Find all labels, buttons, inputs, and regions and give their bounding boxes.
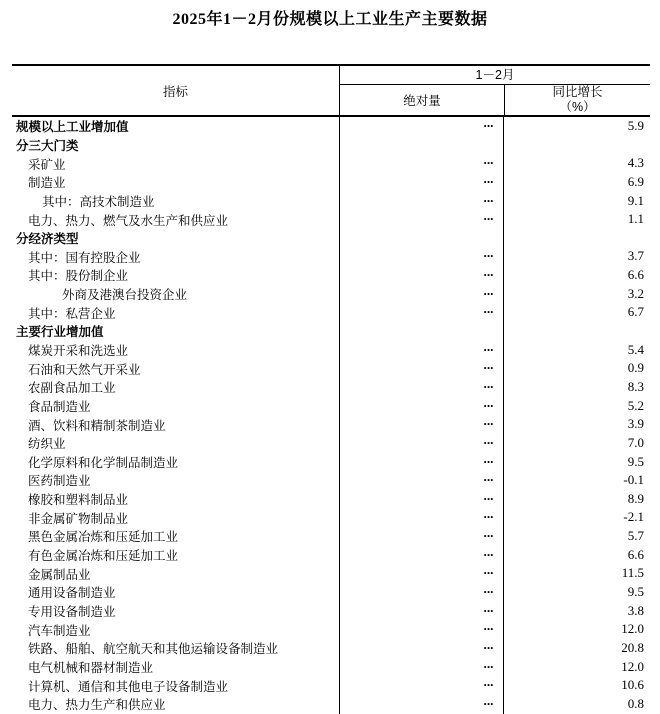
table-row	[12, 471, 650, 490]
row-yoy-value	[503, 136, 650, 155]
row-absolute-value: ···	[339, 453, 503, 472]
row-absolute-value: ···	[339, 154, 503, 173]
row-indicator-label: 煤炭开采和洗选业	[28, 344, 129, 358]
row-yoy-value: 5.7	[503, 527, 650, 546]
row-yoy-value: 0.9	[503, 359, 650, 378]
row-indicator-label: 有色金属冶炼和压延加工业	[28, 549, 179, 564]
row-indicator-label: 铁路、船舶、航空航天和其他运输设备制造业	[28, 642, 279, 657]
row-yoy-value: 3.8	[503, 602, 650, 621]
row-indicator-label: 电气机械和器材制造业	[28, 660, 154, 675]
row-yoy-value: 6.6	[503, 266, 650, 285]
row-indicator-label: 外商及港澳台投资企业	[62, 288, 188, 303]
row-absolute-value: ···	[339, 285, 503, 304]
header-subrow	[340, 85, 650, 115]
industrial-data-table	[12, 64, 650, 714]
row-absolute-value: ···	[339, 695, 503, 714]
row-absolute-value: ···	[339, 266, 503, 285]
row-yoy-value: 12.0	[503, 658, 650, 677]
row-yoy-value: 4.3	[503, 154, 650, 173]
table-row	[12, 341, 650, 360]
row-indicator-label: 其中：国有控股企业	[28, 250, 141, 265]
row-absolute-value: ···	[339, 173, 503, 192]
row-indicator-label: 制造业	[28, 176, 66, 191]
header-period-group	[339, 66, 650, 115]
row-indicator-label: 分经济类型	[16, 232, 79, 247]
row-indicator-label: 化学原料和化学制品制造业	[28, 455, 179, 470]
row-indicator-label: 石油和天然气开采业	[28, 362, 141, 377]
header-yoy-line1: 同比增长	[552, 85, 603, 99]
table-row	[12, 658, 650, 677]
row-yoy-value: -0.1	[503, 471, 650, 490]
table-row	[12, 303, 650, 322]
table-row	[12, 434, 650, 453]
table-row	[12, 546, 650, 565]
row-absolute-value: ···	[339, 378, 503, 397]
row-yoy-value: 8.9	[503, 490, 650, 509]
row-indicator-label: 分三大门类	[16, 138, 79, 153]
row-indicator-label: 纺织业	[28, 437, 66, 452]
row-absolute-value: ···	[339, 341, 503, 360]
table-row	[12, 266, 650, 285]
row-yoy-value: 3.2	[503, 285, 650, 304]
row-absolute-value: ···	[339, 490, 503, 509]
table-row	[12, 359, 650, 378]
row-absolute-value: ···	[339, 303, 503, 322]
table-header	[12, 64, 650, 117]
row-yoy-value: 6.7	[503, 303, 650, 322]
table-row	[12, 695, 650, 714]
row-indicator-label: 专用设备制造业	[28, 604, 116, 619]
row-yoy-value: -2.1	[503, 508, 650, 527]
row-absolute-value: ···	[339, 564, 503, 583]
row-absolute-value: ···	[339, 434, 503, 453]
row-yoy-value: 12.0	[503, 620, 650, 639]
row-absolute-value: ···	[339, 117, 503, 136]
row-absolute-value	[339, 136, 503, 155]
table-row	[12, 378, 650, 397]
row-yoy-value: 9.5	[503, 583, 650, 602]
row-absolute-value: ···	[339, 359, 503, 378]
row-yoy-value: 3.9	[503, 415, 650, 434]
table-body	[12, 117, 650, 714]
row-yoy-value: 20.8	[503, 639, 650, 658]
row-yoy-value: 5.4	[503, 341, 650, 360]
row-indicator-label: 黑色金属冶炼和压延加工业	[28, 530, 179, 545]
row-absolute-value: ···	[339, 583, 503, 602]
header-cell-yoy	[504, 85, 650, 115]
row-absolute-value: ···	[339, 508, 503, 527]
row-absolute-value	[339, 229, 503, 248]
row-absolute-value: ···	[339, 639, 503, 658]
row-yoy-value: 5.2	[503, 397, 650, 416]
row-indicator-label: 其中：高技术制造业	[42, 194, 155, 209]
row-yoy-value: 3.7	[503, 247, 650, 266]
table-row	[12, 583, 650, 602]
row-indicator-label: 汽车制造业	[28, 623, 91, 638]
table-row	[12, 490, 650, 509]
row-yoy-value: 6.6	[503, 546, 650, 565]
table-row	[12, 247, 650, 266]
row-yoy-value: 1.1	[503, 210, 650, 229]
row-indicator-label: 食品制造业	[28, 399, 91, 414]
table-row	[12, 620, 650, 639]
row-indicator-label: 橡胶和塑料制品业	[28, 493, 129, 508]
row-indicator-label: 其中：股份制企业	[28, 269, 129, 284]
table-row	[12, 173, 650, 192]
table-row	[12, 285, 650, 304]
header-cell-absolute: 绝对量	[403, 94, 441, 108]
row-absolute-value: ···	[339, 676, 503, 695]
row-absolute-value	[339, 322, 503, 341]
row-absolute-value: ···	[339, 415, 503, 434]
row-indicator-label: 电力、热力生产和供应业	[28, 698, 166, 713]
row-absolute-value: ···	[339, 247, 503, 266]
row-yoy-value: 7.0	[503, 434, 650, 453]
row-yoy-value: 8.3	[503, 378, 650, 397]
header-cell-indicator: 指标	[162, 84, 188, 99]
table-row	[12, 527, 650, 546]
row-yoy-value: 0.8	[503, 695, 650, 714]
table-row	[12, 415, 650, 434]
table-row	[12, 508, 650, 527]
row-absolute-value: ···	[339, 602, 503, 621]
table-row	[12, 676, 650, 695]
table-row	[12, 192, 650, 211]
table-row	[12, 210, 650, 229]
row-yoy-value: 9.1	[503, 192, 650, 211]
row-absolute-value: ···	[339, 471, 503, 490]
row-indicator-label: 规模以上工业增加值	[16, 120, 129, 135]
row-yoy-value: 6.9	[503, 173, 650, 192]
row-indicator-label: 计算机、通信和其他电子设备制造业	[28, 679, 229, 694]
table-row	[12, 639, 650, 658]
row-absolute-value: ···	[339, 210, 503, 229]
table-row	[12, 154, 650, 173]
row-indicator-label: 主要行业增加值	[16, 325, 104, 340]
row-indicator-label: 酒、饮料和精制茶制造业	[28, 418, 166, 433]
row-absolute-value: ···	[339, 620, 503, 639]
table-row	[12, 117, 650, 136]
row-indicator-label: 其中：私营企业	[28, 306, 116, 321]
row-absolute-value: ···	[339, 192, 503, 211]
table-row	[12, 136, 650, 155]
row-absolute-value: ···	[339, 658, 503, 677]
table-row	[12, 229, 650, 248]
row-yoy-value: 11.5	[503, 564, 650, 583]
row-yoy-value	[503, 229, 650, 248]
row-yoy-value: 10.6	[503, 676, 650, 695]
page-title: 2025年1－2月份规模以上工业生产主要数据	[172, 11, 488, 28]
row-absolute-value: ···	[339, 527, 503, 546]
table-row	[12, 602, 650, 621]
row-indicator-label: 医药制造业	[28, 474, 91, 489]
table-row	[12, 564, 650, 583]
row-yoy-value: 9.5	[503, 453, 650, 472]
row-absolute-value: ···	[339, 546, 503, 565]
row-indicator-label: 采矿业	[28, 157, 66, 172]
header-yoy-line2: （%）	[559, 100, 596, 114]
row-indicator-label: 金属制品业	[28, 567, 91, 582]
row-absolute-value: ···	[339, 397, 503, 416]
table-row	[12, 397, 650, 416]
row-yoy-value: 5.9	[503, 117, 650, 136]
table-row	[12, 322, 650, 341]
header-cell-period: 1－2月	[340, 66, 650, 85]
row-indicator-label: 非金属矿物制品业	[28, 511, 129, 526]
table-row	[12, 453, 650, 472]
row-indicator-label: 农副食品加工业	[28, 381, 116, 396]
row-yoy-value	[503, 322, 650, 341]
row-indicator-label: 电力、热力、燃气及水生产和供应业	[28, 213, 229, 228]
row-indicator-label: 通用设备制造业	[28, 586, 116, 601]
